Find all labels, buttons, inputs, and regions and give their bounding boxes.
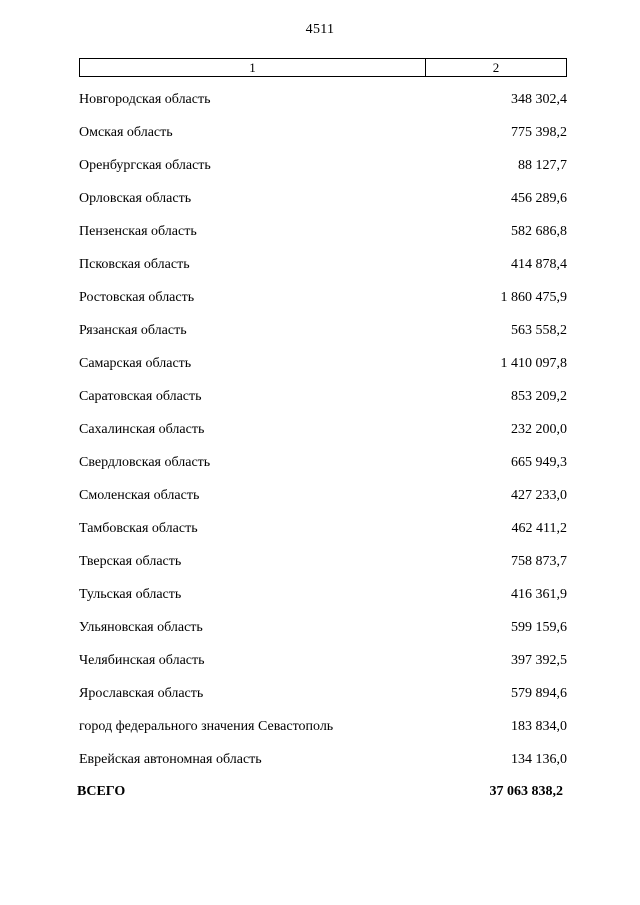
- table-row: [79, 616, 567, 649]
- table-row: [79, 154, 567, 187]
- region-value: 775 398,2: [511, 125, 567, 140]
- table-row: [79, 517, 567, 550]
- total-row: [77, 780, 563, 804]
- region-value: 853 209,2: [511, 389, 567, 404]
- region-value: 1 860 475,9: [500, 290, 567, 305]
- table-row: [79, 451, 567, 484]
- region-value: 134 136,0: [511, 752, 567, 767]
- column-header-2: 2: [492, 59, 500, 75]
- region-value: 462 411,2: [511, 521, 567, 536]
- table-row: [79, 88, 567, 121]
- region-name: Ярославская область: [79, 686, 204, 701]
- region-name: Тамбовская область: [79, 521, 198, 536]
- region-name: Смоленская область: [79, 488, 200, 503]
- total-label: ВСЕГО: [77, 784, 126, 799]
- table-header: [79, 58, 567, 77]
- table-row: [79, 187, 567, 220]
- page-number: 4511: [305, 22, 335, 37]
- region-value: 599 159,6: [511, 620, 567, 635]
- table-row: [79, 220, 567, 253]
- region-name: Тульская область: [79, 587, 182, 602]
- table-row: [79, 121, 567, 154]
- region-name: Ульяновская область: [79, 620, 203, 635]
- region-value: 397 392,5: [511, 653, 567, 668]
- region-name: Омская область: [79, 125, 173, 140]
- region-name: Сахалинская область: [79, 422, 205, 437]
- table-row: [79, 550, 567, 583]
- table-row: [79, 583, 567, 616]
- total-value: 37 063 838,2: [489, 784, 563, 799]
- region-value: 183 834,0: [511, 719, 567, 734]
- table-row: [79, 385, 567, 418]
- table-row: [79, 682, 567, 715]
- region-name: Ростовская область: [79, 290, 195, 305]
- region-value: 456 289,6: [511, 191, 567, 206]
- table-row: [79, 319, 567, 352]
- table-body: [79, 88, 567, 781]
- region-value: 427 233,0: [511, 488, 567, 503]
- table-row: [79, 286, 567, 319]
- region-value: 563 558,2: [511, 323, 567, 338]
- region-value: 1 410 097,8: [500, 356, 567, 371]
- region-name: Псковская область: [79, 257, 190, 272]
- region-name: Новгородская область: [79, 92, 211, 107]
- table-row: [79, 352, 567, 385]
- region-value: 582 686,8: [511, 224, 567, 239]
- region-value: 232 200,0: [511, 422, 567, 437]
- region-name: Орловская область: [79, 191, 192, 206]
- column-header-1: 1: [80, 59, 426, 76]
- table-row: [79, 748, 567, 781]
- region-name: Рязанская область: [79, 323, 187, 338]
- region-name: город федерального значения Севастополь: [79, 719, 334, 734]
- region-value: 416 361,9: [511, 587, 567, 602]
- region-value: 579 894,6: [511, 686, 567, 701]
- table-row: [79, 253, 567, 286]
- region-value: 88 127,7: [518, 158, 567, 173]
- region-name: Пензенская область: [79, 224, 197, 239]
- region-value: 348 302,4: [511, 92, 567, 107]
- region-name: Свердловская область: [79, 455, 211, 470]
- table-row: [79, 649, 567, 682]
- region-name: Тверская область: [79, 554, 182, 569]
- region-name: Саратовская область: [79, 389, 202, 404]
- table-row: [79, 418, 567, 451]
- region-name: Оренбургская область: [79, 158, 211, 173]
- table-row: [79, 484, 567, 517]
- region-name: Еврейская автономная область: [79, 752, 262, 767]
- table-row: [79, 715, 567, 748]
- region-value: 414 878,4: [511, 257, 567, 272]
- region-name: Самарская область: [79, 356, 192, 371]
- region-name: Челябинская область: [79, 653, 205, 668]
- region-value: 758 873,7: [511, 554, 567, 569]
- region-value: 665 949,3: [511, 455, 567, 470]
